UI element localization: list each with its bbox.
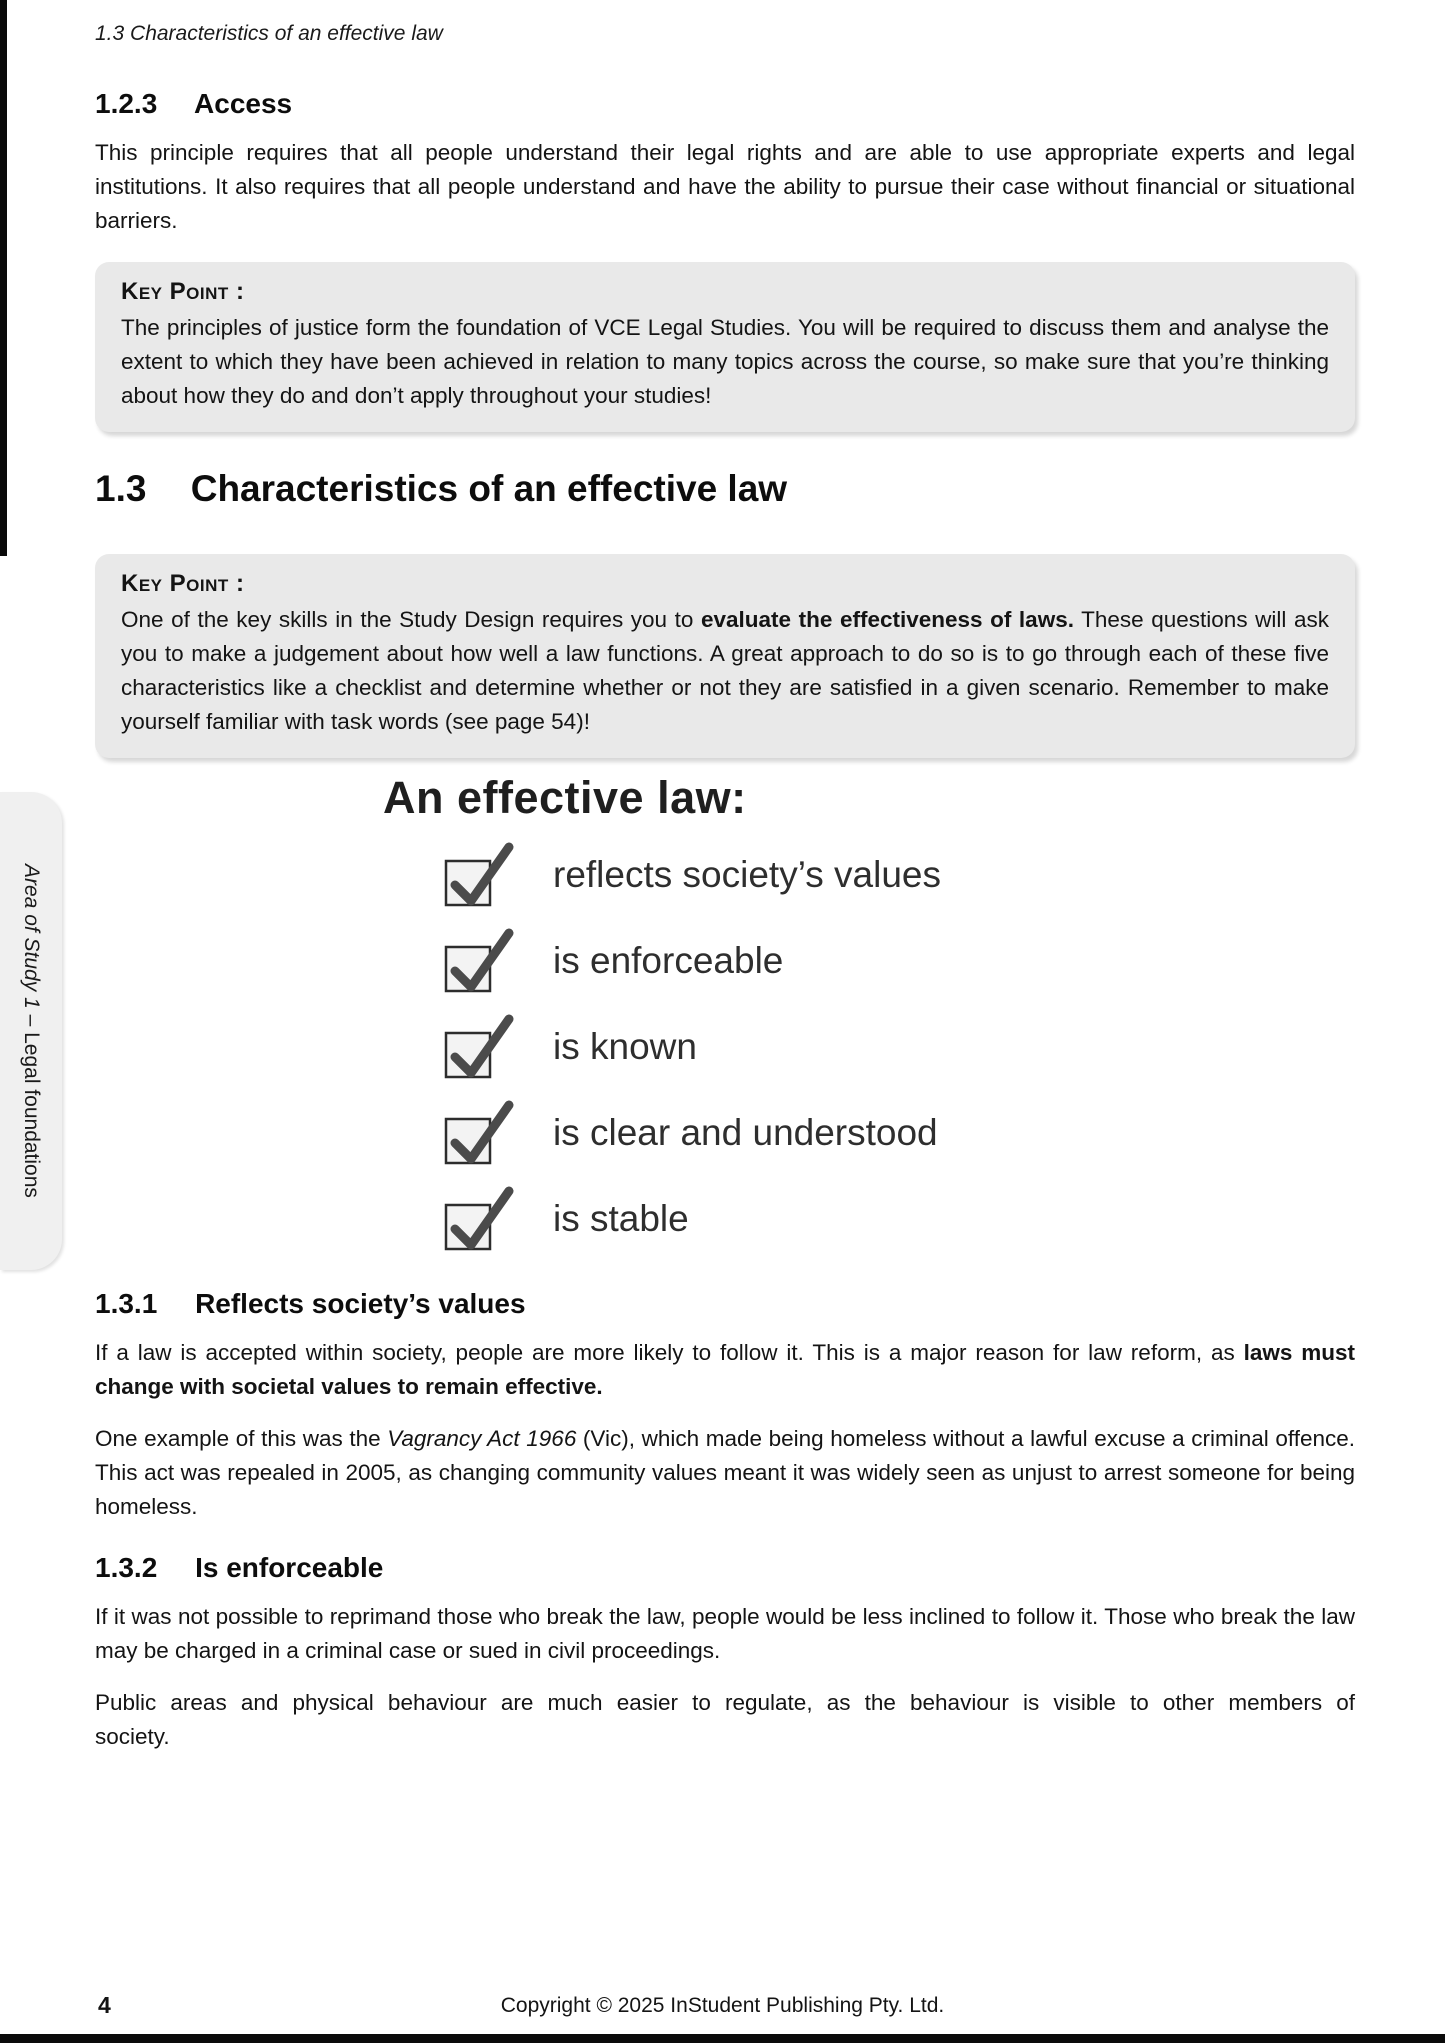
paragraph-text: If a law is accepted within society, people are more likely to follow it. This is a major reason for law reform, as [95,1340,1244,1365]
paragraph-text: (Vic), which made being homeless without a lawful excuse a criminal offence. This act was repealed in 2005, as changing community values meant it was widely seen as unjust to arrest someone for being homeless. [95,1426,1355,1519]
key-point-label: Key Point : [121,570,245,597]
section-heading-1-3-2 [95,1552,1355,1584]
key-point-text-bold: evaluate the effectiveness of laws. [700,607,1074,632]
section-1-3-2-paragraph-2: Public areas and physical behaviour are much easier to regulate, as the behaviour is visible to other members of society. [95,1690,1355,1749]
checklist-item [443,1004,1355,1090]
checklist-item-label: is known [553,1026,697,1067]
section-title: Is enforceable [195,1552,384,1583]
section-1-3-2-paragraph-1: If it was not possible to reprimand those who break the law, people would be less inclined to follow it. Those who break the law may be charged in a criminal case or sued in civil proceedings. [95,1604,1355,1663]
section-heading-1-3-1 [95,1288,1355,1320]
checked-checkbox-icon [443,1185,521,1253]
key-point-box-1 [95,262,1355,432]
section-title: Reflects society’s values [195,1288,526,1319]
side-tab-label-italic: Area of Study 1 [20,864,43,1009]
checklist-item [443,1176,1355,1262]
section-heading-1-3 [95,468,1355,510]
key-point-text: One of the key skills in the Study Design requires you to [121,607,701,632]
checklist-item [443,1090,1355,1176]
checked-checkbox-icon [443,1099,521,1167]
checklist-item [443,832,1355,918]
effective-law-title: An effective law: [383,772,747,823]
key-point-body: The principles of justice form the foundation of VCE Legal Studies. You will be required to discuss them and analyse the extent to which they have been achieved in relation to many topics across the course, so make sure that you’re thinking about how they do and don’t apply throughout your studies! [121,315,1329,408]
section-1-3-1-paragraph-2 [95,1422,1355,1524]
section-title: Access [194,88,293,119]
area-of-study-side-tab [0,792,62,1270]
paragraph-text: One example of this was the [95,1426,388,1451]
checked-checkbox-icon [443,1013,521,1081]
checklist-item-label: reflects society’s values [553,854,941,895]
paragraph-text-italic: Vagrancy Act 1966 [387,1426,577,1451]
paragraph-text-bold: laws must change with societal values to remain effective. [95,1340,1355,1399]
checked-checkbox-icon [443,841,521,909]
side-tab-label-rest: – Legal foundations [20,1008,43,1198]
section-number: 1.3.1 [95,1288,158,1319]
side-tab-label [19,864,43,1198]
section-number: 1.2.3 [95,88,158,119]
section-1-3-1-paragraph-1 [95,1336,1355,1404]
section-1-2-3-paragraph: This principle requires that all people understand their legal rights and are able to use appropriate experts and legal institutions. It also requires that all people understand and have the ability to pursue their case without financial or situational barriers. [95,140,1355,233]
page-content [0,22,1445,1754]
key-point-box-2 [95,554,1355,758]
section-heading-1-2-3 [95,88,1355,120]
checked-checkbox-icon [443,927,521,995]
effective-law-checklist [95,832,1355,1262]
key-point-text: These questions will ask you to make a judgement about how well a law functions. A great approach to do so is to go through each of these five characteristics like a checklist and determine whether or not they are satisfied in a given scenario. Remember to make yourself familiar with task words (see page 54)! [121,607,1329,734]
section-number: 1.3.2 [95,1552,158,1583]
checklist-item [443,918,1355,1004]
checklist-item-label: is clear and understood [553,1112,938,1153]
scan-edge-bottom [0,2034,1445,2043]
section-title: Characteristics of an effective law [190,468,788,509]
key-point-label: Key Point : [121,278,245,305]
key-point-body [121,603,1329,739]
running-header: 1.3 Characteristics of an effective law [95,22,443,45]
page-number: 4 [98,1992,111,2018]
section-number: 1.3 [95,468,147,509]
checklist-item-label: is stable [553,1198,689,1239]
copyright-notice: Copyright © 2025 InStudent Publishing Pty. Ltd. [500,1994,945,2017]
checklist-item-label: is enforceable [553,940,784,981]
